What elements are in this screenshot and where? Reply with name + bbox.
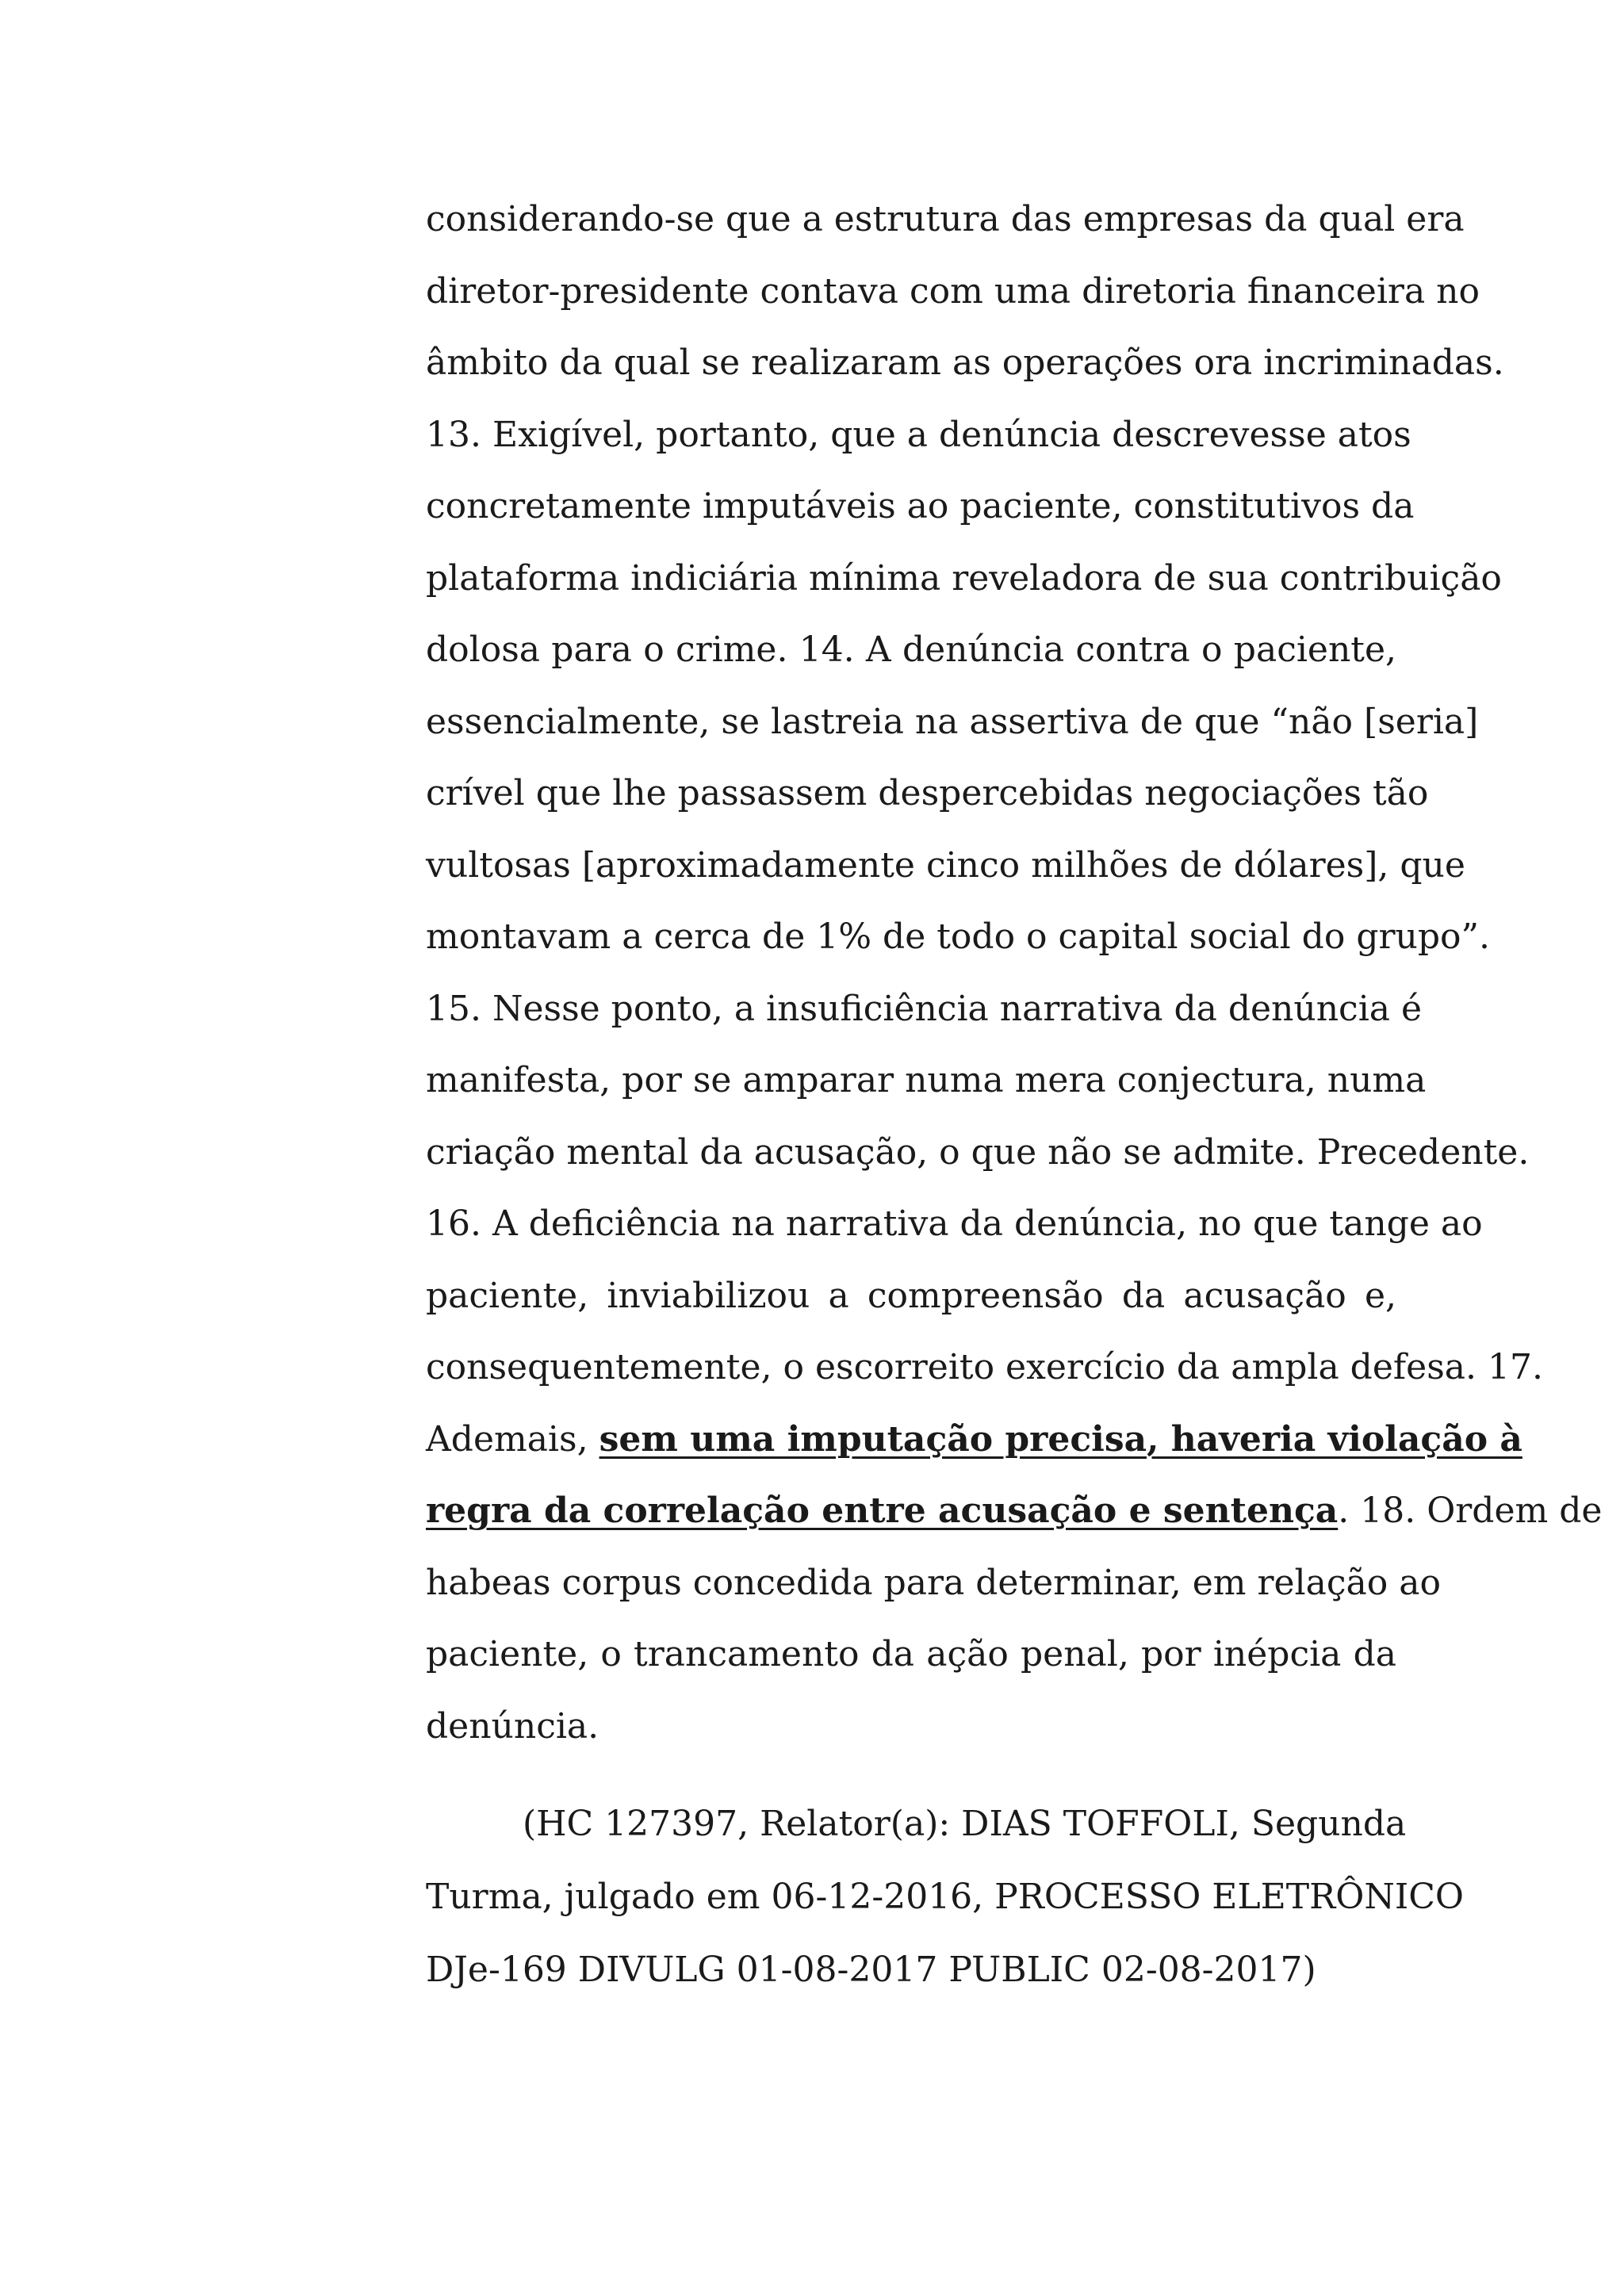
body-line: manifesta, por se amparar numa mera conjectura, numa bbox=[426, 1060, 1427, 1100]
citation-line: DJe-169 DIVULG 01-08-2017 PUBLIC 02-08-2017) bbox=[426, 1950, 1316, 1990]
citation-line: Turma, julgado em 06-12-2016, PROCESSO ELETRÔNICO bbox=[426, 1877, 1464, 1917]
body-line: essencialmente, se lastreia na assertiva de que “não [seria] bbox=[426, 701, 1479, 742]
emphasized-text: sem uma imputação precisa, haveria violação à bbox=[599, 1418, 1522, 1460]
body-line: 16. A deficiência na narrativa da denúncia, no que tange ao bbox=[426, 1203, 1483, 1244]
body-line: plataforma indiciária mínima reveladora de sua contribuição bbox=[426, 557, 1502, 599]
body-line: criação mental da acusação, o que não se admite. Precedente. bbox=[426, 1131, 1530, 1173]
body-line: 15. Nesse ponto, a insuficiência narrativa da denúncia é bbox=[426, 988, 1423, 1029]
body-line: âmbito da qual se realizaram as operações ora incriminadas. bbox=[426, 342, 1504, 383]
body-line: dolosa para o crime. 14. A denúncia contra o paciente, bbox=[426, 629, 1396, 670]
citation-line: (HC 127397, Relator(a): DIAS TOFFOLI, Segunda bbox=[523, 1804, 1407, 1844]
body-line: concretamente imputáveis ao paciente, constitutivos da bbox=[426, 486, 1415, 526]
body-line: consequentemente, o escorreito exercício da ampla defesa. 17. bbox=[426, 1347, 1543, 1387]
body-line: crível que lhe passassem despercebidas negociações tão bbox=[426, 773, 1429, 813]
body-line: paciente, o trancamento da ação penal, por inépcia da bbox=[426, 1634, 1396, 1674]
body-line: paciente, inviabilizou a compreensão da acusação e, bbox=[426, 1275, 1396, 1316]
emphasis-line-1 bbox=[426, 1404, 1522, 1476]
body-line: denúncia. bbox=[426, 1705, 599, 1747]
emphasis-lead-text: Ademais, bbox=[426, 1418, 599, 1460]
emphasis-line-2 bbox=[426, 1475, 1603, 1548]
body-line: habeas corpus concedida para determinar, em relação ao bbox=[426, 1562, 1441, 1603]
emphasized-text: regra da correlação entre acusação e sentença bbox=[426, 1490, 1339, 1531]
body-line: diretor-presidente contava com uma diretoria financeira no bbox=[426, 270, 1480, 312]
ementa-body bbox=[426, 184, 1603, 1762]
body-line: considerando-se que a estrutura das empresas da qual era bbox=[426, 199, 1465, 239]
case-citation bbox=[426, 1788, 1464, 2007]
body-line: 13. Exigível, portanto, que a denúncia descrevesse atos bbox=[426, 414, 1411, 455]
emphasis-trail-text: . 18. Ordem de bbox=[1338, 1490, 1603, 1531]
body-line: montavam a cerca de 1% de todo o capital social do grupo”. bbox=[426, 916, 1490, 957]
body-line: vultosas [aproximadamente cinco milhões de dólares], que bbox=[426, 844, 1465, 886]
